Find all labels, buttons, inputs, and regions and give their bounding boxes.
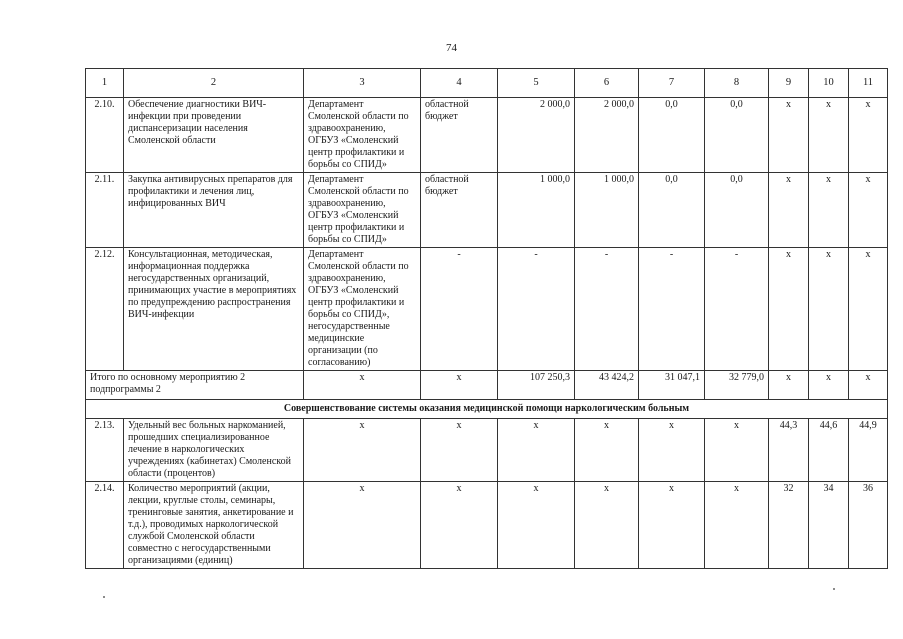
- total-row: [86, 371, 888, 400]
- activity-name: Обеспечение диагностики ВИЧ-инфекции при проведении диспансеризации населения Смоленской области: [124, 98, 304, 173]
- header-row: [86, 69, 888, 98]
- value-cell: 44,6: [809, 419, 849, 482]
- program-table: [85, 68, 888, 569]
- value-cell: х: [809, 98, 849, 173]
- value-cell: 44,3: [769, 419, 809, 482]
- total-label: Итого по основному мероприятию 2 подпрограммы 2: [86, 371, 304, 400]
- value-cell: 1 000,0: [575, 173, 639, 248]
- value-cell: х: [705, 419, 769, 482]
- value-cell: х: [769, 98, 809, 173]
- activity-name: Количество мероприятий (акции, лекции, круглые столы, семинары, тренинговые занятия, анкетирование и т.д.), проводимых наркологической службой Смоленской области совместно с негосударственными организациями (единиц): [124, 482, 304, 569]
- table-row: [86, 173, 888, 248]
- scan-speck: [833, 588, 835, 590]
- value-cell: х: [849, 98, 888, 173]
- executor: Департамент Смоленской области по здравоохранению, ОГБУЗ «Смоленский центр профилактики и борьбы со СПИД»: [304, 98, 421, 173]
- section-title: Совершенствование системы оказания медицинской помощи наркологическим больным: [86, 400, 888, 419]
- funding-source: областной бюджет: [421, 98, 498, 173]
- value-cell: 1 000,0: [498, 173, 575, 248]
- value-cell: 34: [809, 482, 849, 569]
- value-cell: 32 779,0: [705, 371, 769, 400]
- value-cell: х: [849, 173, 888, 248]
- header-cell: 1: [86, 69, 124, 98]
- value-cell: х: [769, 248, 809, 371]
- value-cell: х: [421, 482, 498, 569]
- header-cell: 6: [575, 69, 639, 98]
- header-cell: 2: [124, 69, 304, 98]
- activity-name: Закупка антивирусных препаратов для профилактики и лечения лиц, инфицированных ВИЧ: [124, 173, 304, 248]
- value-cell: х: [498, 482, 575, 569]
- value-cell: 0,0: [639, 98, 705, 173]
- value-cell: х: [809, 173, 849, 248]
- value-cell: 32: [769, 482, 809, 569]
- section-row: [86, 400, 888, 419]
- header-cell: 5: [498, 69, 575, 98]
- row-number: 2.14.: [86, 482, 124, 569]
- header-cell: 7: [639, 69, 705, 98]
- value-cell: 36: [849, 482, 888, 569]
- value-cell: х: [575, 419, 639, 482]
- value-cell: 107 250,3: [498, 371, 575, 400]
- value-cell: х: [304, 482, 421, 569]
- header-cell: 11: [849, 69, 888, 98]
- value-cell: х: [769, 371, 809, 400]
- table-row: [86, 248, 888, 371]
- value-cell: х: [304, 419, 421, 482]
- value-cell: х: [421, 419, 498, 482]
- page-number: 74: [446, 42, 457, 54]
- table-row: [86, 419, 888, 482]
- value-cell: х: [639, 482, 705, 569]
- row-number: 2.13.: [86, 419, 124, 482]
- value-cell: 2 000,0: [575, 98, 639, 173]
- value-cell: -: [639, 248, 705, 371]
- header-cell: 8: [705, 69, 769, 98]
- value-cell: 44,9: [849, 419, 888, 482]
- value-cell: х: [809, 371, 849, 400]
- header-cell: 4: [421, 69, 498, 98]
- value-cell: 0,0: [639, 173, 705, 248]
- header-cell: 9: [769, 69, 809, 98]
- value-cell: 31 047,1: [639, 371, 705, 400]
- value-cell: х: [304, 371, 421, 400]
- value-cell: х: [769, 173, 809, 248]
- value-cell: х: [849, 371, 888, 400]
- value-cell: -: [498, 248, 575, 371]
- row-number: 2.12.: [86, 248, 124, 371]
- funding-source: областной бюджет: [421, 173, 498, 248]
- value-cell: х: [421, 371, 498, 400]
- value-cell: -: [705, 248, 769, 371]
- value-cell: х: [639, 419, 705, 482]
- value-cell: х: [849, 248, 888, 371]
- value-cell: х: [809, 248, 849, 371]
- row-number: 2.11.: [86, 173, 124, 248]
- table-row: [86, 98, 888, 173]
- scan-speck: [103, 596, 105, 598]
- header-cell: 10: [809, 69, 849, 98]
- value-cell: х: [705, 482, 769, 569]
- funding-source: -: [421, 248, 498, 371]
- header-cell: 3: [304, 69, 421, 98]
- value-cell: -: [575, 248, 639, 371]
- activity-name: Удельный вес больных наркоманией, прошедших специализированное лечение в наркологических учреждениях (кабинетах) Смоленской области (процентов): [124, 419, 304, 482]
- value-cell: 0,0: [705, 173, 769, 248]
- value-cell: 2 000,0: [498, 98, 575, 173]
- value-cell: х: [575, 482, 639, 569]
- row-number: 2.10.: [86, 98, 124, 173]
- value-cell: х: [498, 419, 575, 482]
- value-cell: 0,0: [705, 98, 769, 173]
- activity-name: Консультационная, методическая, информационная поддержка негосударственных организаций, принимающих участие в мероприятиях по предупреждению распространения ВИЧ-инфекции: [124, 248, 304, 371]
- executor: Департамент Смоленской области по здравоохранению, ОГБУЗ «Смоленский центр профилактики и борьбы со СПИД»: [304, 173, 421, 248]
- executor: Департамент Смоленской области по здравоохранению, ОГБУЗ «Смоленский центр профилактики и борьбы со СПИД», негосударственные медицинские организации (по согласованию): [304, 248, 421, 371]
- value-cell: 43 424,2: [575, 371, 639, 400]
- table-row: [86, 482, 888, 569]
